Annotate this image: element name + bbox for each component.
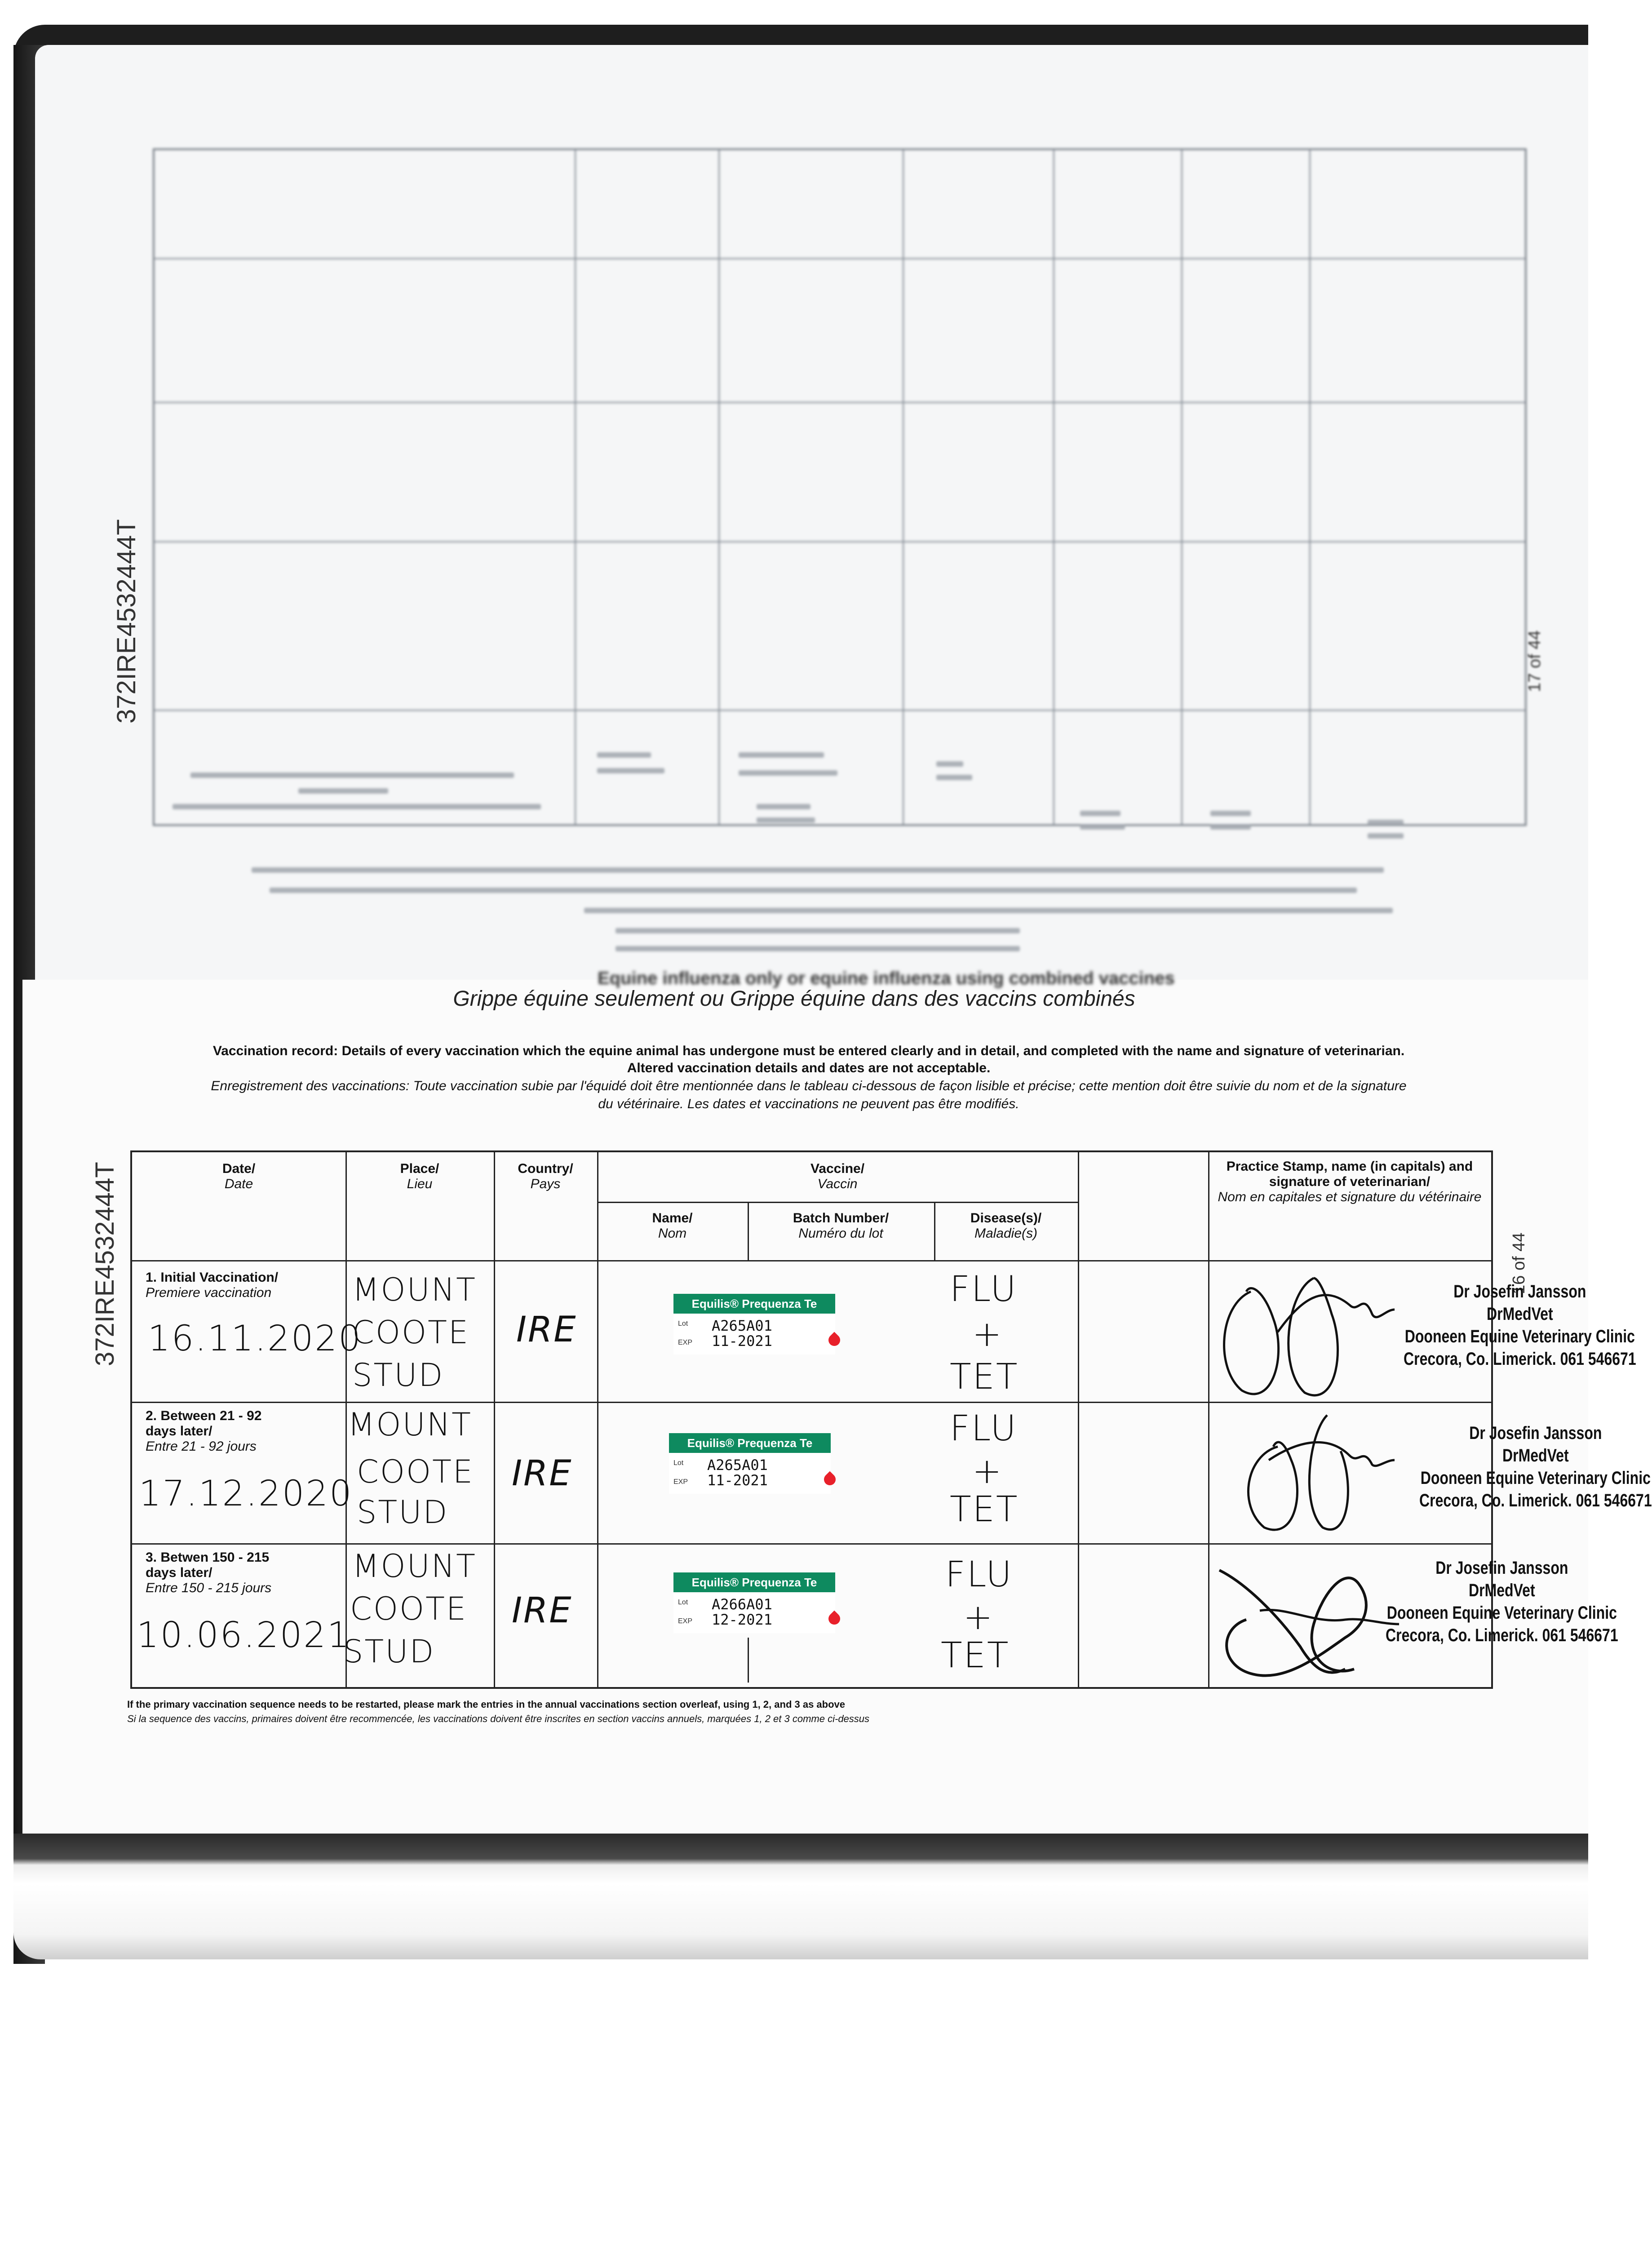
row3-disease-2: +: [963, 1597, 994, 1638]
row3-vaccine-label: Equilis® Prequenza Te Lot EXP A266A01 12-2021: [673, 1572, 835, 1633]
row3-date: 10.06.2021: [137, 1615, 351, 1656]
page-indicator-upper: 17 of 44: [1525, 630, 1544, 692]
intro-fr-line1: Enregistrement des vaccinations: Toute vaccination subie par l'équidé doit être mentionnée dans le tableau ci-dessous de façon lisible et précise; cette mention doit être suivie du nom et de la signature: [211, 1079, 1407, 1093]
row2-stamp-title: DrMedVet: [1502, 1446, 1569, 1465]
row1-disease-1: FLU: [950, 1269, 1018, 1310]
passport-cover-bottom: [13, 1834, 1588, 1959]
header-batch-number: Batch Number/ Numéro du lot: [793, 1211, 889, 1241]
row3-stamp-name: Dr Josefin Jansson: [1435, 1558, 1568, 1578]
upper-page-table: [153, 148, 1527, 826]
header-practice-stamp: Practice Stamp, name (in capitals) and signature of veterinarian/ Nom en capitales et signature du vétérinaire: [1218, 1159, 1482, 1204]
row1-practice-stamp: [1404, 1280, 1636, 1370]
page-indicator: 16 of 44: [1510, 1232, 1528, 1294]
row2-vaccine-label: Equilis® Prequenza Te Lot EXP A265A01 11-2021: [669, 1433, 831, 1494]
header-place: Place/ Lieu: [400, 1161, 439, 1191]
row1-red-mark: [826, 1332, 843, 1349]
row3-stamp-title: DrMedVet: [1469, 1581, 1535, 1600]
row1-batch-number: A265A01: [712, 1317, 772, 1334]
row1-expiry: 11-2021: [712, 1332, 772, 1350]
row3-veterinarian-signature: [1210, 1557, 1408, 1683]
row2-date: 17.12.2020: [139, 1474, 353, 1514]
passport-number-lower: 372IRE4532444T: [90, 1162, 120, 1366]
row1-disease-2: +: [972, 1314, 1003, 1354]
header-vaccine-name: Name/ Nom: [652, 1211, 693, 1241]
row2-stamp-clinic: Dooneen Equine Veterinary Clinic: [1420, 1468, 1651, 1488]
row1-stamp-clinic: Dooneen Equine Veterinary Clinic: [1404, 1327, 1635, 1346]
row1-date: 16.11.2020: [148, 1319, 362, 1359]
row3-practice-stamp: [1386, 1557, 1618, 1647]
row1-label: 1. Initial Vaccination/ Premiere vaccination: [146, 1270, 279, 1300]
row1-vaccine-label: Equilis® Prequenza Te Lot EXP A265A01 11-2021: [673, 1294, 835, 1354]
row3-expiry: 12-2021: [712, 1611, 772, 1628]
row2-place-2: COOTE: [357, 1453, 474, 1490]
row1-place-3: STUD: [352, 1357, 444, 1394]
row3-place-1: MOUNT: [352, 1548, 477, 1585]
row1-stamp-address: Crecora, Co. Limerick. 061 546671: [1404, 1349, 1636, 1369]
header-date: Date/ Date: [222, 1161, 256, 1191]
row2-stamp-name: Dr Josefin Jansson: [1469, 1423, 1602, 1443]
row2-batch-number: A265A01: [707, 1457, 768, 1474]
row2-stamp-address: Crecora, Co. Limerick. 061 546671: [1419, 1491, 1652, 1510]
intro-en-line2: Altered vaccination details and dates are not acceptable.: [627, 1061, 991, 1075]
row2-place-3: STUD: [357, 1494, 449, 1531]
header-disease: Disease(s)/ Maladie(s): [970, 1211, 1042, 1241]
row3-stamp-address: Crecora, Co. Limerick. 061 546671: [1386, 1625, 1618, 1645]
row2-country: IRE: [512, 1453, 573, 1494]
intro-en-line1: Vaccination record: Details of every vaccination which the equine animal has undergone must be entered clearly and in detail, and completed with the name and signature of veterinarian.: [213, 1044, 1405, 1058]
footer-note-en: If the primary vaccination sequence needs to be restarted, please mark the entries in the annual vaccinations section overleaf, using 1, 2, and 3 as above: [127, 1699, 846, 1710]
row3-red-mark: [826, 1611, 843, 1627]
row1-disease-3: TET: [950, 1357, 1019, 1397]
section-title-en: Equine influenza only or equine influenza using combined vaccines: [598, 968, 1175, 988]
row1-stamp-name: Dr Josefin Jansson: [1453, 1282, 1586, 1301]
row3-disease-3: TET: [941, 1635, 1010, 1676]
section-title-fr: Grippe équine seulement ou Grippe équine dans des vaccins combinés: [453, 987, 1135, 1011]
row2-disease-3: TET: [950, 1489, 1019, 1530]
row2-practice-stamp: [1419, 1422, 1652, 1512]
row3-label: 3. Betwen 150 - 215 days later/ Entre 150 - 215 jours: [146, 1550, 272, 1595]
row2-place-1: MOUNT: [348, 1406, 472, 1443]
intro-fr-line2: du vétérinaire. Les dates et vaccinations ne peuvent pas être modifiés.: [598, 1097, 1019, 1111]
row2-expiry: 11-2021: [707, 1472, 768, 1489]
row3-vaccine-name: Equilis® Prequenza Te: [673, 1572, 835, 1592]
row1-place-2: COOTE: [352, 1314, 470, 1351]
header-country: Country/ Pays: [518, 1161, 573, 1191]
row1-stamp-title: DrMedVet: [1487, 1304, 1553, 1324]
row1-place-1: MOUNT: [352, 1271, 477, 1308]
row1-country: IRE: [516, 1310, 577, 1350]
row3-place-3: STUD: [343, 1633, 435, 1670]
row3-batch-number: A266A01: [712, 1596, 772, 1613]
footer-note-fr: Si la sequence des vaccins, primaires doivent être recommencée, les vaccinations doivent être inscrites en section vaccins annuels, marquées 1, 2 et 3 comme ci-dessus: [127, 1713, 870, 1724]
row3-place-2: COOTE: [350, 1590, 468, 1627]
row1-veterinarian-signature: [1210, 1265, 1404, 1399]
passport-number-upper: 372IRE4532444T: [112, 519, 141, 724]
row1-vaccine-name: Equilis® Prequenza Te: [673, 1294, 835, 1314]
row2-disease-2: +: [972, 1451, 1003, 1492]
row2-veterinarian-signature: [1228, 1406, 1399, 1536]
row2-red-mark: [822, 1471, 838, 1488]
row2-vaccine-name: Equilis® Prequenza Te: [669, 1433, 831, 1453]
row2-disease-1: FLU: [950, 1408, 1018, 1449]
row2-label: 2. Between 21 - 92 days later/ Entre 21 - 92 jours: [146, 1408, 262, 1454]
row3-country: IRE: [512, 1590, 573, 1631]
row3-stamp-clinic: Dooneen Equine Veterinary Clinic: [1386, 1603, 1617, 1623]
header-vaccine: Vaccine/ Vaccin: [810, 1161, 865, 1191]
row3-disease-1: FLU: [945, 1554, 1013, 1595]
